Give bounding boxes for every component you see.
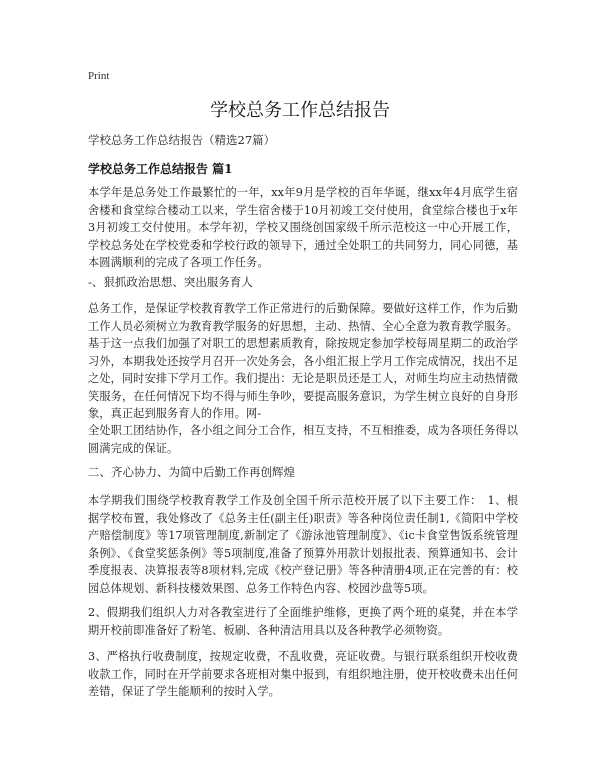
section-title: 学校总务工作总结报告 篇1	[88, 162, 233, 176]
paragraph-main-work: 本学期我们围绕学校教育教学工作及创全国千所示范校开展了以下主要工作： 1、根据学校布置，我处修改了《总务主任(副主任)职责》等各种岗位责任制1,《简阳中学校产赔偿制度》等17项管理制度,新制定了《游泳池管理制度》、《ic卡食堂售饭系统管理条例》、《食堂奖惩条例》等5项制度,准备了预算外用款计划报批表、预算通知书、会计季度报表、决算报表等8项材料,完成《校产登记册》等各种清册4项,正在完善的有：校园总体规划、新科技楼效果图、总务工作特色内容、校园沙盘等5项。	[88, 494, 518, 595]
document-subtitle: 学校总务工作总结报告（精选27篇）	[88, 133, 276, 147]
heading-one: -、狠抓政治思想、突出服务育人	[88, 275, 253, 289]
document-title: 学校总务工作总结报告	[210, 100, 390, 121]
paragraph-political: 总务工作，是保证学校教育教学工作正常进行的后勤保障。要做好这样工作，作为后勤工作人员必须树立为教育教学服务的好思想，主动、热情、全心全意为教育教学服务。基于这一点我们加强了对职工的思想素质教育，除按规定参加学校每周星期二的政治学习外，本期我处还按学月召开一次处务会，各小组汇报上学月工作完成情况，找出不足之处，同时安排下学月工作。我们提出：无论是职员还是工人，对师生均应主动热情微笑服务，在任何情况下均不得与师生争吵，要提高服务意识，为学生树立良好的自身形象，真正起到服务育人的作用。网-	[88, 302, 518, 420]
paragraph-intro: 本学年是总务处工作最繁忙的一年，xx年9月是学校的百年华诞，继xx年4月底学生宿舍楼和食堂综合楼动工以来，学生宿舍楼于10月初竣工交付使用，食堂综合楼也于x年3月初竣工交付使用。本学年初，学校又围绕创国家级千所示范校这一中心开展工作，学校总务处在学校党委和学校行政的领导下，通过全处职工的共同努力，同心同德，基本圆满顺利的完成了各项工作任务。	[88, 186, 518, 269]
heading-two: 二、齐心协力、为简中后勤工作再创辉煌	[88, 465, 295, 479]
paragraph-maintenance: 2、假期我们组织人力对各教室进行了全面维护维修，更换了两个班的桌凳，并在本学期开校前即准备好了粉笔、板刷、各种清洁用具以及各种教学必须物资。	[88, 606, 518, 637]
print-link[interactable]: Print	[88, 70, 110, 82]
paragraph-teamwork: 全处职工团结协作，各小组之间分工合作，相互支持，不互相推委，成为各项任务得以圆满完成的保证。	[88, 424, 518, 455]
paragraph-fees: 3、严格执行收费制度，按规定收费，不乱收费，亮证收费。与银行联系组织开校收费收款工作，同时在开学前要求各班相对集中报到，有组织地注册，使开校收费未出任何差错，保证了学生能顺利的按时入学。	[88, 650, 518, 698]
